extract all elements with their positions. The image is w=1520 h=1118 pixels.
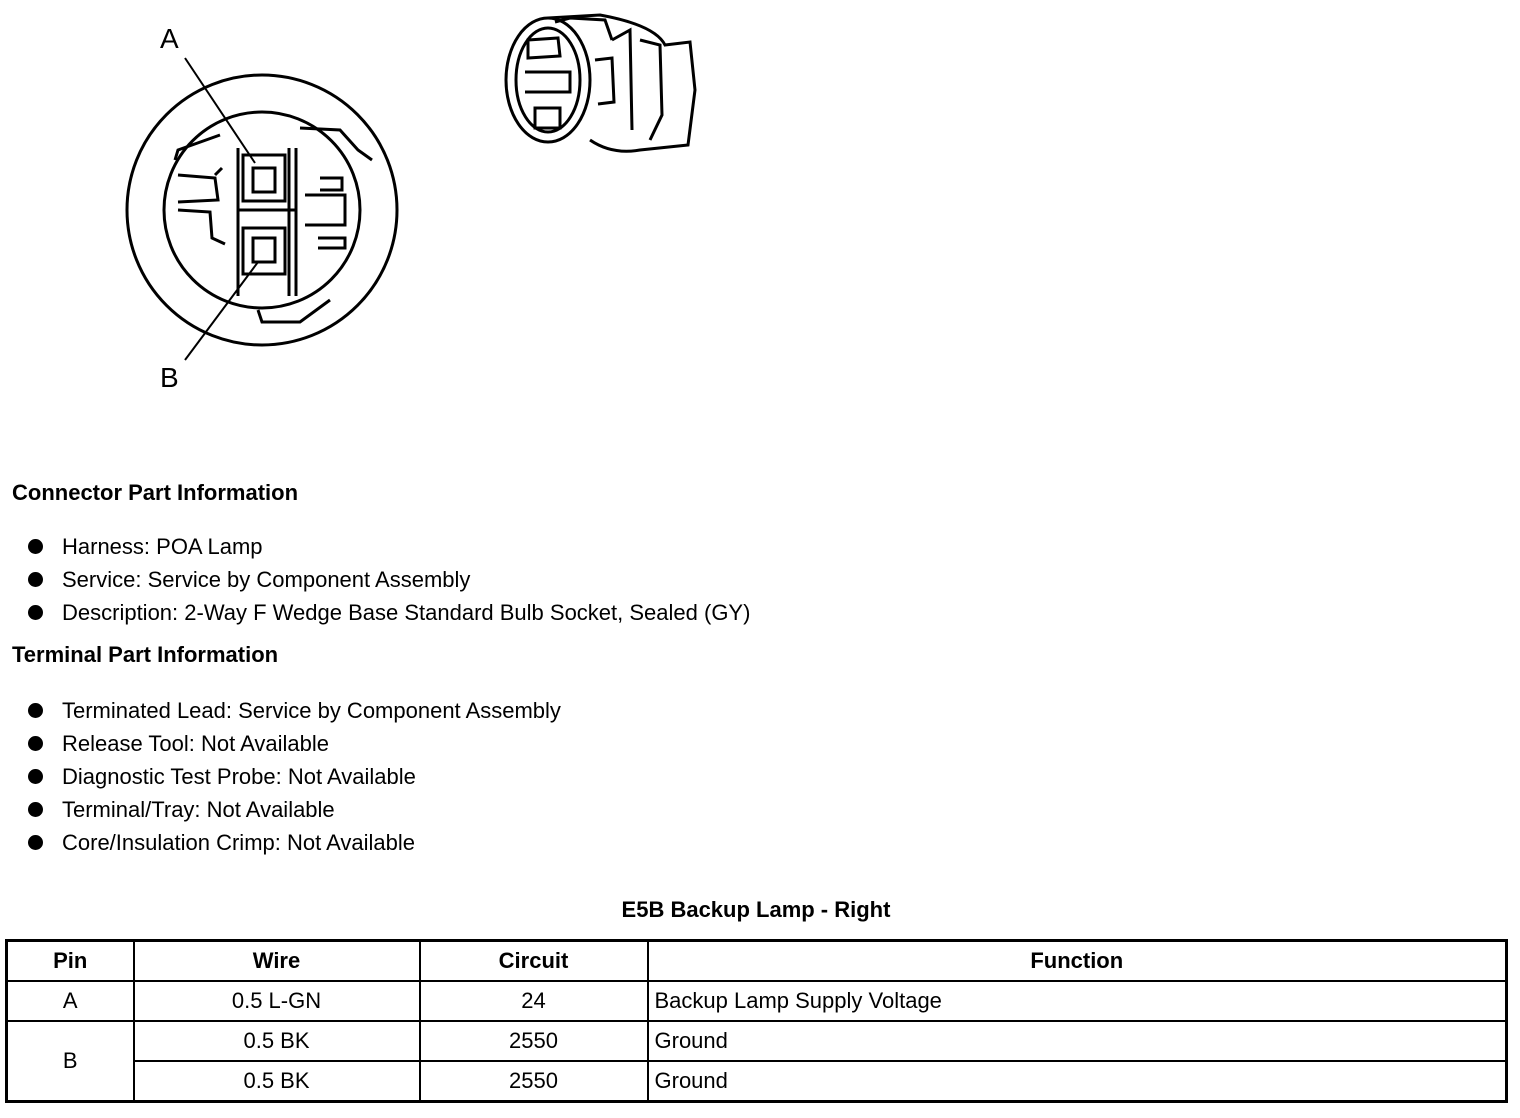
release-tool-text: Release Tool: Not Available xyxy=(62,731,330,756)
connector-diagram xyxy=(0,0,760,420)
header-wire: Wire xyxy=(134,941,420,982)
service-text: Service: Service by Component Assembly xyxy=(62,567,471,592)
header-pin: Pin xyxy=(7,941,134,982)
header-circuit: Circuit xyxy=(420,941,648,982)
description-text: Description: 2-Way F Wedge Base Standard Bulb Socket, Sealed (GY) xyxy=(62,600,751,625)
terminal-cavity-a xyxy=(243,155,285,201)
table-row xyxy=(7,1021,1507,1061)
table-header-row xyxy=(7,941,1507,982)
circuit-cell: 2550 xyxy=(420,1061,648,1102)
pin-a-label: A xyxy=(160,23,179,54)
connector-info-list xyxy=(28,530,750,629)
list-item xyxy=(28,727,561,760)
crimp-text: Core/Insulation Crimp: Not Available xyxy=(62,830,415,855)
terminal-tray-text: Terminal/Tray: Not Available xyxy=(62,797,335,822)
connector-isometric-view xyxy=(506,15,695,151)
list-item xyxy=(28,563,750,596)
bullet-icon xyxy=(28,835,43,850)
list-item xyxy=(28,530,750,563)
circuit-cell: 2550 xyxy=(420,1021,648,1061)
list-item xyxy=(28,793,561,826)
header-function: Function xyxy=(648,941,1507,982)
bullet-icon xyxy=(28,703,43,718)
harness-text: Harness: POA Lamp xyxy=(62,534,263,559)
pin-b-label: B xyxy=(160,362,179,393)
bullet-icon xyxy=(28,802,43,817)
bullet-icon xyxy=(28,769,43,784)
list-item xyxy=(28,596,750,629)
list-item xyxy=(28,760,561,793)
circuit-cell: 24 xyxy=(420,981,648,1021)
pinout-table xyxy=(5,939,1508,1103)
pin-cell: B xyxy=(7,1021,134,1102)
connector-right-key xyxy=(305,178,345,248)
test-probe-text: Diagnostic Test Probe: Not Available xyxy=(62,764,416,789)
bullet-icon xyxy=(28,539,43,554)
bullet-icon xyxy=(28,605,43,620)
terminal-cavity-b xyxy=(243,228,285,274)
terminal-info-heading: Terminal Part Information xyxy=(12,642,279,667)
list-item xyxy=(28,826,561,859)
bullet-icon xyxy=(28,572,43,587)
wire-cell: 0.5 BK xyxy=(134,1021,420,1061)
terminal-info-list xyxy=(28,694,561,859)
function-cell: Backup Lamp Supply Voltage xyxy=(648,981,1507,1021)
list-item xyxy=(28,694,561,727)
connector-left-key xyxy=(178,168,225,244)
function-cell: Ground xyxy=(648,1061,1507,1102)
function-cell: Ground xyxy=(648,1021,1507,1061)
table-row xyxy=(7,1061,1507,1102)
table-row xyxy=(7,981,1507,1021)
bullet-icon xyxy=(28,736,43,751)
pin-cell: A xyxy=(7,981,134,1021)
table-title: E5B Backup Lamp - Right xyxy=(621,897,891,922)
leader-line-a xyxy=(185,58,255,163)
wire-cell: 0.5 L-GN xyxy=(134,981,420,1021)
wire-cell: 0.5 BK xyxy=(134,1061,420,1102)
connector-info-heading: Connector Part Information xyxy=(12,480,299,505)
terminated-lead-text: Terminated Lead: Service by Component Assembly xyxy=(62,698,561,723)
